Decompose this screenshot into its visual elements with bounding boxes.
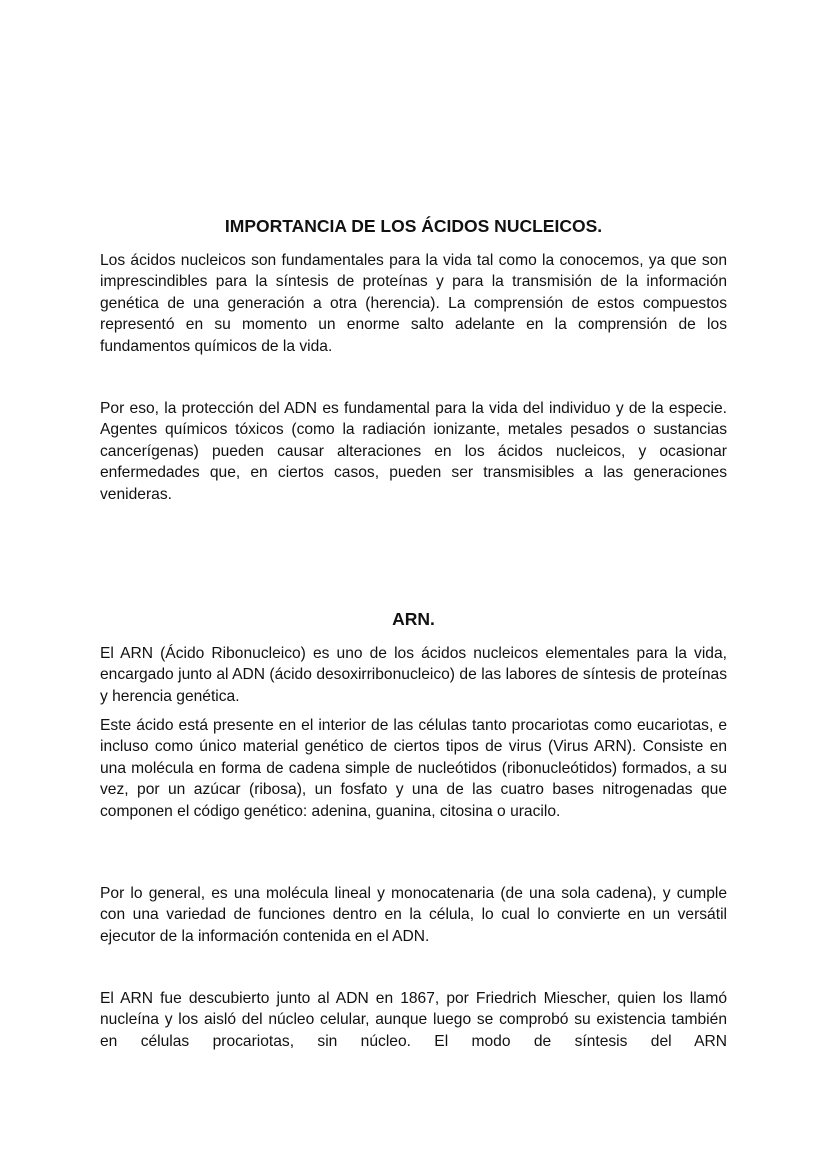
paragraph-arn-3: Por lo general, es una molécula lineal y monocatenaria (de una sola cadena), y cumple con una variedad de funciones dentro en la célula, lo cual lo convierte en un versátil ejecutor de la información contenida en el ADN. <box>100 885 727 945</box>
paragraph-importancia-2: Por eso, la protección del ADN es fundamental para la vida del individuo y de la especie. Agentes químicos tóxicos (como la radiación ionizante, metales pesados o sustancias cancerígenas) pueden causar alteraciones en los ácidos nucleicos, y ocasionar enfermedades que, en ciertos casos, pueden ser transmisibles a las generaciones venideras. <box>100 400 727 503</box>
section-title-importancia: IMPORTANCIA DE LOS ÁCIDOS NUCLEICOS. <box>224 216 603 236</box>
section-title-arn: ARN. <box>392 609 435 629</box>
paragraph-arn-4: El ARN fue descubierto junto al ADN en 1867, por Friedrich Miescher, quien los llamó nucleína y los aisló del núcleo celular, aunque luego se comprobó su existencia también en células procariotas, sin núcleo. El modo de síntesis del ARN <box>100 990 727 1050</box>
paragraph-arn-2: Este ácido está presente en el interior de las células tanto procariotas como eucariotas, e incluso como único material genético de ciertos tipos de virus (Virus ARN). Consiste en una molécula en forma de cadena simple de nucleótidos (ribonucleótidos) formados, a su vez, por un azúcar (ribosa), un fosfato y una de las cuatro bases nitrogenadas que componen el código genético: adenina, guanina, citosina o uracilo. <box>100 717 727 820</box>
paragraph-arn-1: El ARN (Ácido Ribonucleico) es uno de los ácidos nucleicos elementales para la vida, encargado junto al ADN (ácido desoxirribonucleico) de las labores de síntesis de proteínas y herencia genética. <box>100 645 727 705</box>
paragraph-importancia-1: Los ácidos nucleicos son fundamentales para la vida tal como la conocemos, ya que son imprescindibles para la síntesis de proteínas y para la transmisión de la información genética de una generación a otra (herencia). La comprensión de estos compuestos representó en su momento un enorme salto adelante en la comprensión de los fundamentos químicos de la vida. <box>100 252 727 355</box>
